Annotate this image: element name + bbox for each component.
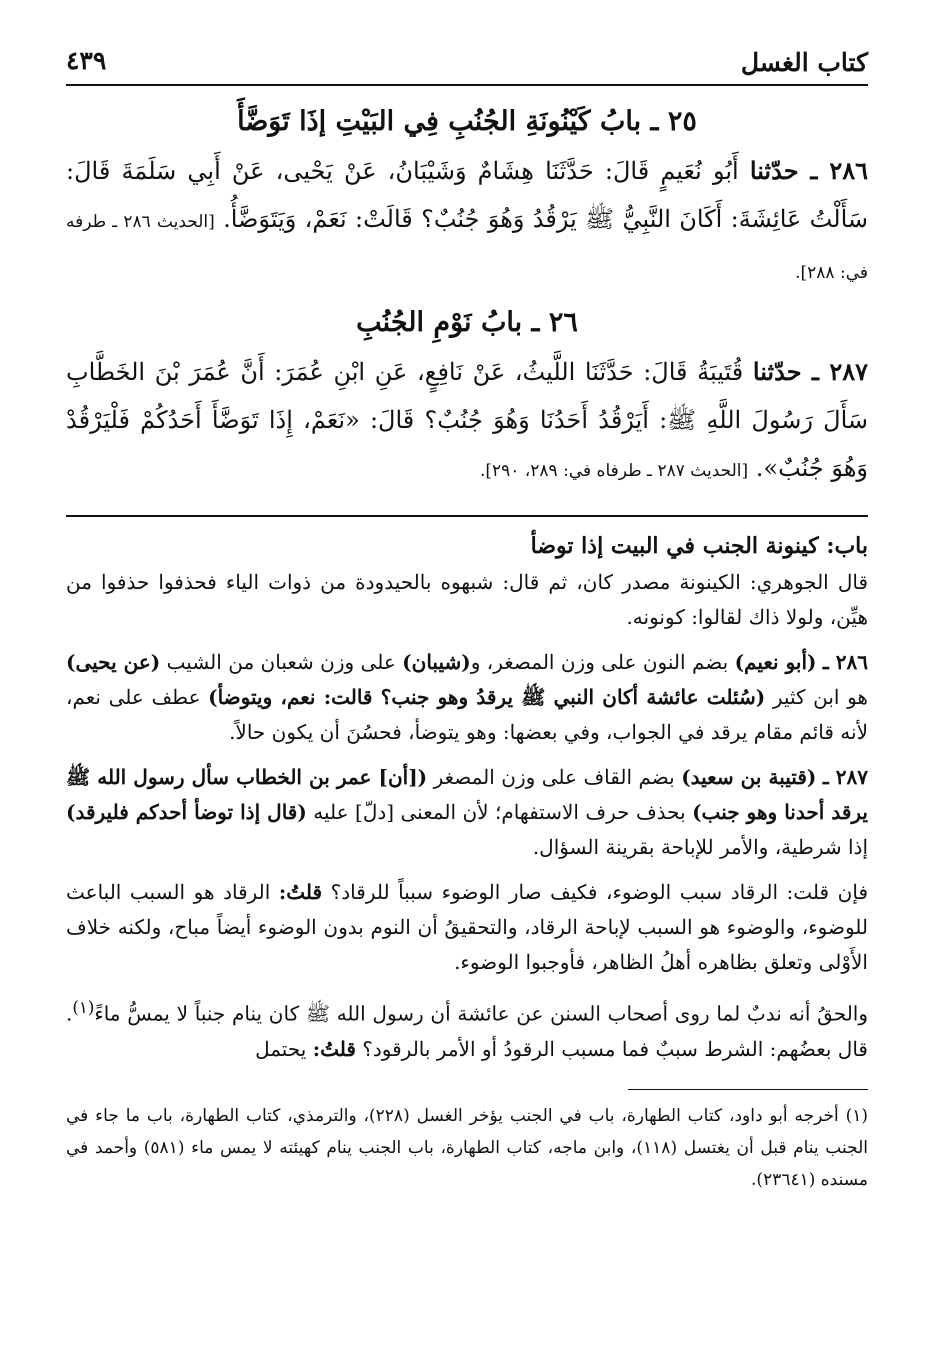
commentary-paragraph-4 <box>66 875 868 980</box>
p3-number: ٢٨٧ ـ <box>822 765 869 789</box>
p3-text-2: بحذف حرف الاستفهام؛ لأن المعنى [دلّ] عليه <box>313 800 686 824</box>
p3-text-3: إذا شرطية، والأمر للإباحة بقرينة السؤال. <box>532 835 868 859</box>
footnote-divider <box>628 1089 868 1090</box>
p5-text-2: . قال بعضُهم: الشرط سببٌ فما مسبب الرقودُ أو الأمر بالرقود؟ <box>66 1001 868 1061</box>
page-content <box>66 96 868 1196</box>
p3-bold-1: (قتيبة بن سعيد) <box>681 765 817 789</box>
p5-text-1: والحقُ أنه ندبٌ لما روى أصحاب السنن عن عائشة أن رسول الله ﷺ كان ينام جنباً لا يمسُّ ماءً <box>94 1001 868 1026</box>
p4-text-2: الرقاد هو السبب الباعث للوضوء، والوضوء هو السبب لإباحة الرقاد، والتحقيقُ أن النوم بدون الوضوء أيضاً مباح، ولكنه خلاف الأَوْلى وتعلق بظاهره أهلُ الظاهر، فأوجبوا الوضوء. <box>66 880 868 974</box>
p3-bold-3: (قال إذا توضأ أحدكم فليرقد) <box>66 800 307 824</box>
p2-text-2: على وزن شعبان من الشيب <box>166 650 396 674</box>
hadith-287 <box>66 348 868 495</box>
page-header <box>66 44 868 86</box>
p2-text-1: بضم النون على وزن المصغر، و <box>470 650 729 674</box>
hadith-286-number: ٢٨٦ ـ حدّثنا <box>749 156 868 185</box>
hadith-287-ref: [الحديث ٢٨٧ ـ طرفاه في: ٢٨٩، ٢٩٠]. <box>479 461 749 481</box>
commentary-paragraph-5 <box>66 990 868 1067</box>
p2-bold-3: (عن يحيى) <box>66 650 161 674</box>
commentary-paragraph-1: قال الجوهري: الكينونة مصدر كان، ثم قال: شبهوه بالحيدودة من ذوات الياء فحذفوا حذفوا من هيِّن، ولولا ذاك لقالوا: كونونه. <box>66 570 868 629</box>
hadith-286-text: أَبُو نُعَيمٍ قَالَ: حَدَّثَنَا هِشَامٌ وَشَيْبَانُ، عَنْ يَحْيى، عَنْ أَبِي سَلَمَةَ قَالَ: سَأَلْتُ عَائِشَةَ: أَكَانَ النَّبِيُّ ﷺ يَرْقُدُ وَهُوَ جُنُبٌ؟ قَالَتْ: نَعَمْ، وَيَتَوَضَّأُ. <box>66 157 868 233</box>
p2-bold-1: (أبو نعيم) <box>734 650 817 674</box>
p2-bold-2: (شيبان) <box>402 650 471 674</box>
p5-text-3: يحتمل <box>255 1036 307 1061</box>
p4-text-1: فإن قلت: الرقاد سبب الوضوء، فكيف صار الوضوء سبباً للرقاد؟ <box>330 880 869 904</box>
p2-number: ٢٨٦ ـ <box>822 650 868 674</box>
book-title: كتاب الغسل <box>740 48 868 77</box>
commentary-title: باب: كينونة الجنب في البيت إذا توضأ <box>530 533 868 559</box>
hadith-286 <box>66 147 868 297</box>
hadith-286-ref: [الحديث ٢٨٦ ـ طرفه في: ٢٨٨]. <box>66 212 868 283</box>
p4-bold-1: قلتُ: <box>278 880 323 904</box>
chapter-26-title: ٢٦ ـ بابُ نَوْمِ الجُنُبِ <box>356 307 578 338</box>
chapter-25-title: ٢٥ ـ بابُ كَيْنُونَةِ الجُنُبِ فِي البَيْتِ إذَا تَوَضَّأَ <box>237 106 697 137</box>
hadith-287-number: ٢٨٧ ـ حدّثنا <box>752 357 868 386</box>
commentary-paragraph-3 <box>66 760 868 865</box>
p3-bold-2: ([أن] عمر بن الخطاب سأل رسول الله ﷺ يرقد أحدنا وهو جنب) <box>66 765 868 824</box>
footnote-1: (١) أخرجه أبو داود، كتاب الطهارة، باب في الجنب يؤخر الغسل (٢٢٨)، والترمذي، كتاب الطهارة، باب ما جاء في الجنب ينام قبل أن يغتسل (١١٨)، وابن ماجه، كتاب الطهارة، باب الجنب ينام كهيئته لا يمس ماء (٥٨١) وأحمد في مسنده (٢٣٦٤١). <box>66 1105 869 1190</box>
p3-text-1: بضم القاف على وزن المصغر <box>433 765 675 789</box>
p2-text-4: عطف على نعم، لأنه قائم مقام يرقد في الجواب، وفي بعضها: وهو يتوضأ، فحسُنَ أن يكون حالاً. <box>66 685 868 744</box>
section-divider <box>66 515 868 517</box>
p2-bold-4: (سُئلت عائشة أكان النبي ﷺ يرقدُ وهو جنب؟ قالت: نعم، ويتوضأ) <box>208 685 766 709</box>
commentary-paragraph-2 <box>66 645 868 750</box>
p5-bold-1: قلتُ: <box>312 1036 356 1061</box>
footnote-marker: (١) <box>72 998 95 1017</box>
p2-text-3: هو ابن كثير <box>772 685 868 709</box>
page-number: ٤٣٩ <box>66 46 107 75</box>
hadith-287-text: قُتَيبَةُ قَالَ: حَدَّثَنَا اللَّيثُ، عَنْ نَافِعٍ، عَنِ ابْنِ عُمَرَ: أَنَّ عُمَرَ بْنَ الخَطَّابِ سَأَلَ رَسُولَ اللَّهِ ﷺ: أَيَرْقُدُ أَحَدُنَا وَهُوَ جُنُبٌ؟ قَالَ: «نَعَمْ، إِذَا تَوَضَّأَ أَحَدُكُمْ فَلْيَرْقُدْ وَهُوَ جُنُبٌ». <box>66 358 868 482</box>
